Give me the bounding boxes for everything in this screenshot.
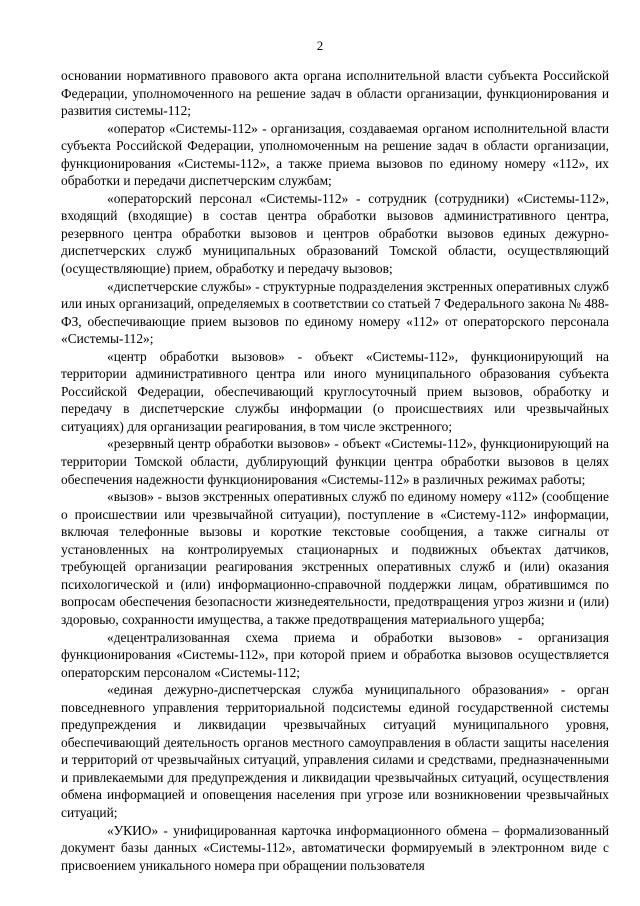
definition-call-processing-center: «центр обработки вызовов» - объект «Системы-112», функционирующий на территории административного центра или иного муниципального образования субъекта Российской Федерации, обеспечивающий круглосуточный прием вызовов, обработку и передачу в диспетчерские службы информации (о происшествиях или чрезвычайных ситуациях) для организации реагирования, в том числе экстренного;: [61, 348, 609, 434]
paragraph-continuation: основании нормативного правового акта органа исполнительной власти субъекта Российской Федерации, уполномоченного на решение задач в области организации, функционирования и развития системы-112;: [61, 68, 609, 119]
definition-operator-personnel: «операторский персонал «Системы-112» - сотрудник (сотрудники) «Системы-112», входящий (входящие) в состав центра обработки вызовов административного центра, резервного центра обработки вызовов и центров обработки вызовов единых дежурно-диспетчерских служб муниципальных образований Томской области, осуществляющий (осуществляющие) прием, обработку и передачу вызовов;: [61, 190, 609, 277]
definition-ukio: «УКИО» - унифицированная карточка информационного обмена – формализованный документ базы данных «Системы-112», автоматически формируемый в электронном виде с присвоением уникального номера при обращении пользователя: [61, 822, 609, 873]
document-body: [61, 67, 609, 874]
definition-backup-call-center: «резервный центр обработки вызовов» - объект «Системы-112», функционирующий на территории Томской области, дублирующий функции центра обработки вызовов в целях обеспечения надежности функционирования «Системы-112» в различных режимах работы;: [61, 436, 609, 487]
page-number: 2: [316, 38, 324, 53]
definition-unified-duty-dispatch-service: «единая дежурно-диспетчерская служба муниципального образования» - орган повседневного управления территориальной подсистемы единой государственной системы предупреждения и ликвидации чрезвычайных ситуаций муниципального уровня, обеспечивающий деятельность органов местного самоуправления в области защиты населения и территорий от чрезвычайных ситуаций, управления силами и средствами, предназначенными и привлекаемыми для предупреждения и ликвидации чрезвычайных ситуаций, осуществления обмена информацией и оповещения населения при угрозе или возникновении чрезвычайных ситуаций;: [61, 682, 609, 820]
definition-operator: «оператор «Системы-112» - организация, создаваемая органом исполнительной власти субъекта Российской Федерации, уполномоченным на решение задач в области организации, функционирования «Системы-112», а также приема вызовов по единому номеру «112», их обработки и передачи диспетчерским службам;: [61, 120, 609, 189]
definition-decentralized-scheme: «децентрализованная схема приема и обработки вызовов» - организация функционирования «Системы-112», при которой прием и обработка вызовов осуществляется операторским персоналом «Системы-112;: [61, 629, 609, 680]
definition-call: «вызов» - вызов экстренных оперативных служб по единому номеру «112» (сообщение о происшествии или чрезвычайной ситуации), поступление в «Систему-112» информации, включая телефонные вызовы и короткие текстовые сообщения, а также сигналы от установленных на контролируемых стационарных и подвижных объектах датчиков, требующей организации реагирования экстренных оперативных служб и (или) оказания психологической и (или) информационно-справочной поддержки лицам, обратившимся по вопросам обеспечения безопасности жизнедеятельности, предотвращения угроз жизни и (или) здоровью, сохранности имущества, а также предотвращения материального ущерба;: [61, 489, 609, 627]
definition-dispatch-services: «диспетчерские службы» - структурные подразделения экстренных оперативных служб или иных организаций, определяемых в соответствии со статьей 7 Федерального закона № 488-ФЗ, обеспечивающие прием вызовов по единому номеру «112» от операторского персонала «Системы-112»;: [61, 278, 609, 347]
